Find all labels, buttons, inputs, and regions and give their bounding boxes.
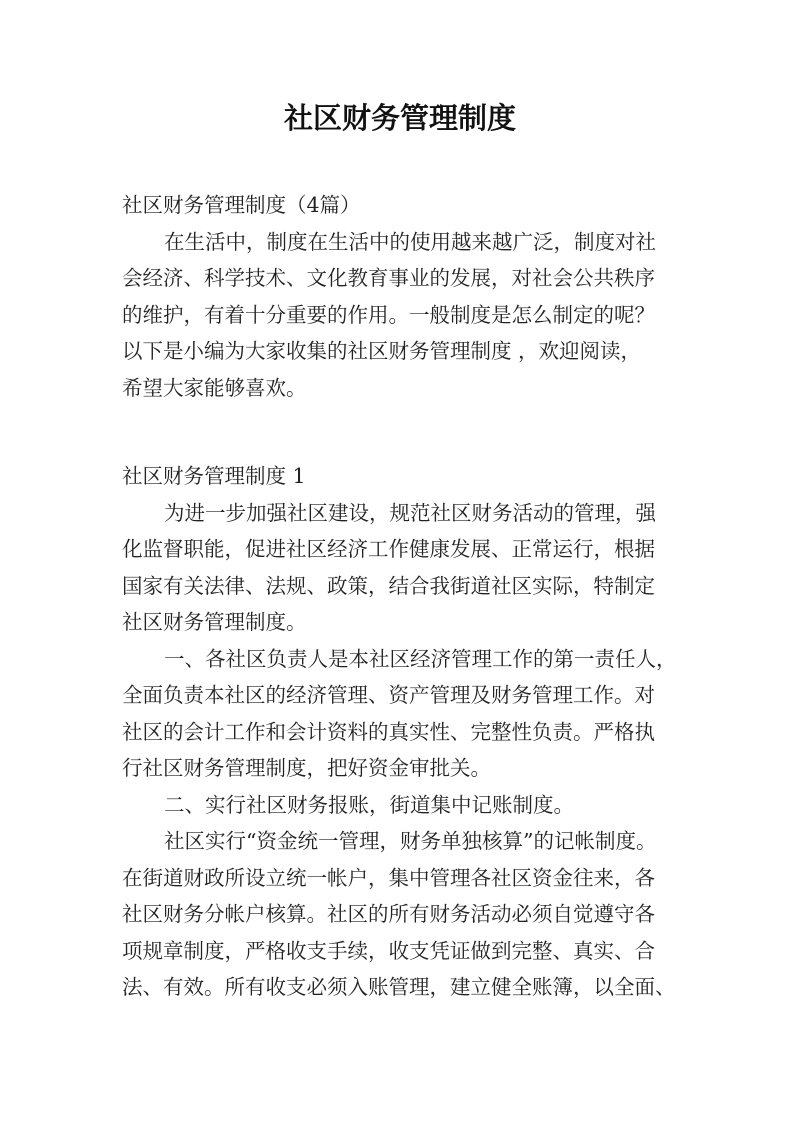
text-line: 国家有关法律、法规、政策，结合我街道社区实际，特制定 <box>122 573 655 598</box>
text-line: 化监督职能，促进社区经济工作健康发展、正常运行，根据 <box>122 537 655 561</box>
document-body <box>122 187 692 1006</box>
text-line: 行社区财务管理制度，把好资金审批关。 <box>122 756 491 780</box>
text-line: 以下是小编为大家收集的社区财务管理制度 ，欢迎阅读， <box>122 339 642 363</box>
text-line: 社区财务管理制度。 <box>122 610 307 634</box>
text-line: 社区实行“资金统一管理，财务单独核算”的记帐制度。 <box>164 829 657 853</box>
text-line: 在街道财政所设立统一帐户，集中管理各社区资金往来，各 <box>122 865 655 890</box>
text-line: 全面负责本社区的经济管理、资产管理及财务管理工作。对 <box>122 683 655 707</box>
document-title: 社区财务管理制度 <box>283 101 516 135</box>
text-line: 社区的会计工作和会计资料的真实性、完整性负责。严格执 <box>122 719 655 744</box>
text-line: 二、实行社区财务报账，街道集中记账制度。 <box>164 792 574 817</box>
text-line: 会经济、科学技术、文化教育事业的发展，对社会公共秩序 <box>122 266 655 290</box>
text-line: 为进一步加强社区建设，规范社区财务活动的管理，强 <box>164 500 656 525</box>
text-line: 的维护，有着十分重要的作用。一般制度是怎么制定的呢？ <box>122 302 655 327</box>
blank-line <box>122 406 692 458</box>
text-line: 项规章制度，严格收支手续，收支凭证做到完整、真实、合 <box>122 938 655 963</box>
text-line: 在生活中，制度在生活中的使用越来越广泛，制度对社 <box>164 229 656 254</box>
text-line: 希望大家能够喜欢。 <box>122 375 307 400</box>
text-line: 一、各社区负责人是本社区经济管理工作的第一责任人， <box>164 646 677 671</box>
text-line: 社区财务管理制度（4篇） <box>122 193 361 217</box>
text-line: 社区财务管理制度 1 <box>122 464 306 488</box>
text-line: 法、有效。所有收支必须入账管理，建立健全账簿，以全面、 <box>122 975 676 999</box>
text-line: 社区财务分帐户核算。社区的所有财务活动必须自觉遵守各 <box>122 902 655 926</box>
